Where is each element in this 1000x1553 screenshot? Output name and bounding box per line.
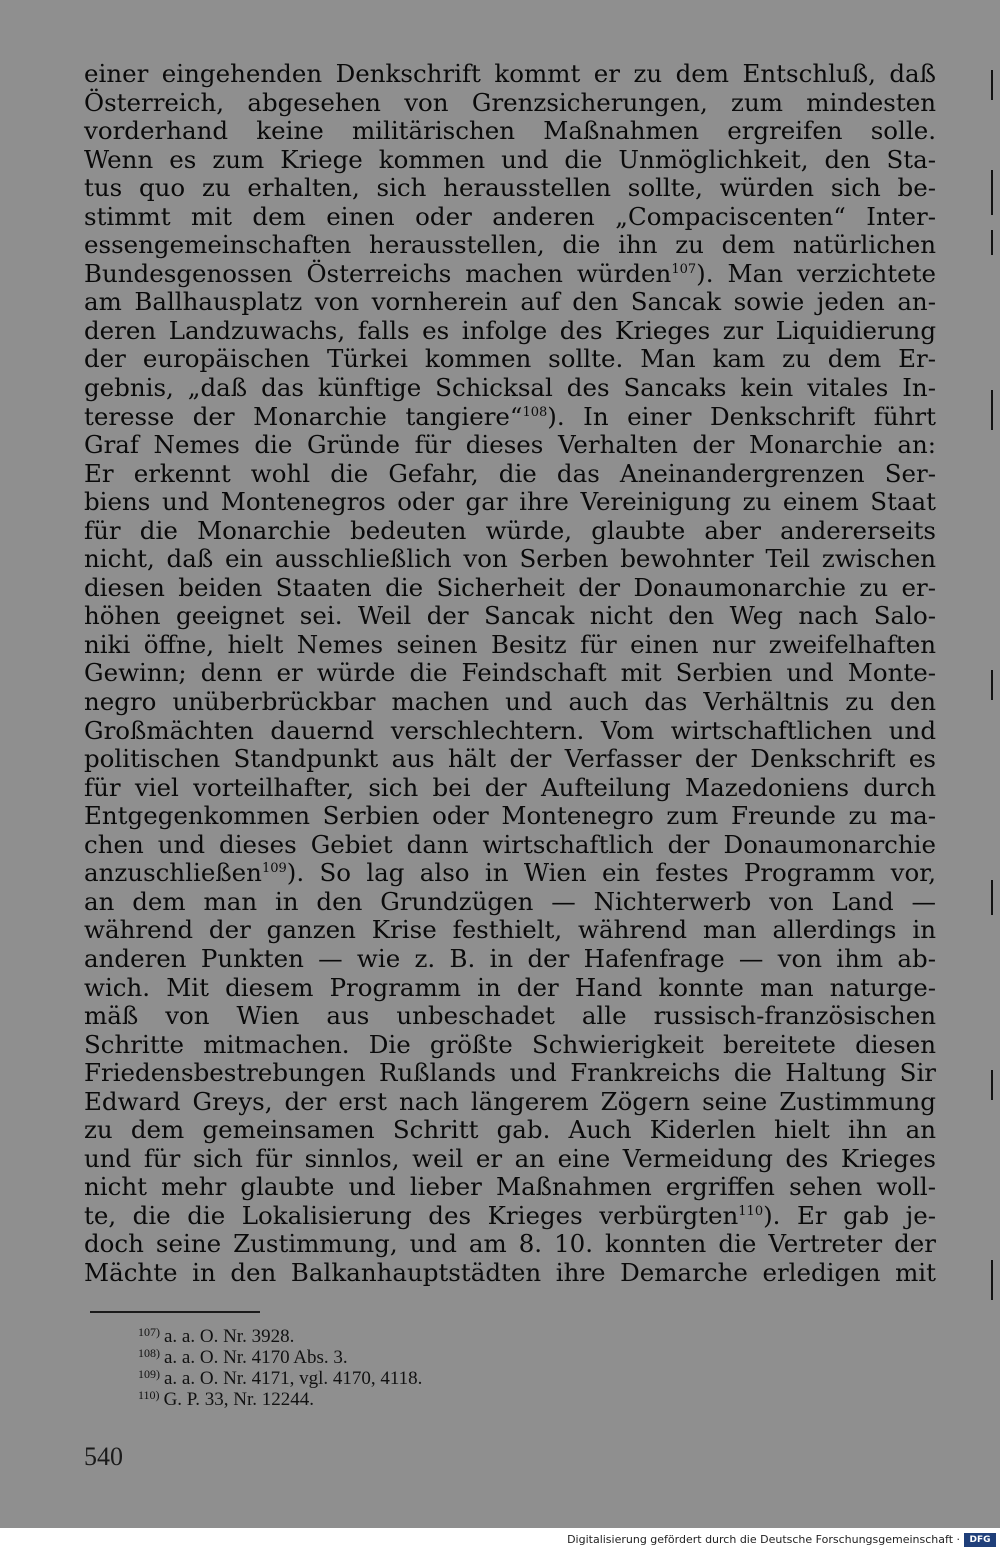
footnote-ref: 109	[261, 861, 287, 877]
text-line	[84, 403, 936, 432]
text-line: doch seine Zustimmung, und am 8. 10. konnten die Vertreter der	[84, 1229, 936, 1259]
text-line	[84, 1202, 936, 1231]
text-segment: ). Er gab je-	[763, 1200, 937, 1230]
footnote-text: a. a. O. Nr. 3928.	[164, 1326, 295, 1347]
footnotes	[138, 1326, 638, 1410]
text-line: chen und dieses Gebiet dann wirtschaftlich der Donaumonarchie	[84, 829, 936, 859]
text-line: deren Landzuwachs, falls es infolge des Krieges zur Liquidierung	[84, 315, 936, 345]
scan-edge-mark	[991, 230, 993, 255]
text-line: einer eingehenden Denkschrift kommt er zu dem Entschluß, daß	[84, 59, 936, 88]
text-line: nicht mehr glaubte und lieber Maßnahmen ergriffen sehen woll-	[84, 1172, 936, 1202]
page-number: 540	[84, 1442, 123, 1471]
text-segment: teresse der Monarchie tangiere“	[84, 401, 523, 431]
text-line: Edward Greys, der erst nach längerem Zögern seine Zustimmung	[84, 1086, 936, 1116]
footnote-number: 110)	[138, 1388, 160, 1402]
text-line: Gewinn; denn er würde die Feindschaft mit Serbien und Monte-	[84, 658, 936, 688]
text-line: Schritte mitmachen. Die größte Schwierigkeit bereitete diesen	[84, 1029, 936, 1059]
scan-edge-mark	[991, 1070, 993, 1100]
text-segment: ). Man verzichtete	[696, 258, 936, 288]
footnote-ref: 107	[671, 261, 697, 277]
text-line: an dem man in den Grundzügen — Nichterwerb von Land —	[84, 886, 936, 916]
footnote	[138, 1347, 638, 1368]
text-line: negro unüberbrückbar machen und auch das Verhältnis zu den	[84, 687, 936, 717]
text-segment: Bundesgenossen Österreichs machen würden	[84, 258, 672, 288]
text-line	[84, 260, 936, 289]
scan-edge-marks	[991, 60, 995, 1330]
footnote	[138, 1326, 638, 1347]
footnote-number: 108)	[138, 1346, 160, 1360]
footnote	[138, 1368, 638, 1389]
scan-edge-mark	[991, 390, 993, 430]
text-line: am Ballhausplatz von vornherein auf den Sancak sowie jeden an-	[84, 287, 936, 317]
text-line	[84, 859, 936, 888]
scan-edge-mark	[991, 670, 993, 700]
scan-edge-mark	[991, 1260, 993, 1300]
text-segment: anzuschließen	[84, 858, 262, 888]
scan-edge-mark	[991, 880, 993, 915]
footnote-ref: 108	[522, 404, 548, 420]
text-line: höhen geeignet sei. Weil der Sancak nicht den Weg nach Salo-	[84, 601, 936, 631]
text-line: gebnis, „daß das künftige Schicksal des Sancaks kein vitales In-	[84, 373, 936, 403]
text-line: für viel vorteilhafter, sich bei der Aufteilung Mazedoniens durch	[84, 772, 936, 802]
text-line: Graf Nemes die Gründe für dieses Verhalten der Monarchie an:	[84, 430, 936, 460]
text-segment: ). So lag also in Wien ein festes Programm vor,	[286, 858, 936, 888]
text-line: Österreich, abgesehen von Grenzsicherungen, zum mindesten	[84, 87, 936, 117]
footnote-text: G. P. 33, Nr. 12244.	[163, 1389, 314, 1410]
text-line: Großmächten dauernd verschlechtern. Vom wirtschaftlichen und	[84, 715, 936, 745]
text-line: Wenn es zum Kriege kommen und die Unmöglichkeit, den Sta-	[84, 144, 936, 174]
text-line: tus quo zu erhalten, sich herausstellen sollte, würden sich be-	[84, 173, 936, 203]
text-line: und für sich für sinnlos, weil er an eine Vermeidung des Krieges	[84, 1143, 936, 1173]
text-line: der europäischen Türkei kommen sollte. Man kam zu dem Er-	[84, 344, 936, 374]
text-line: für die Monarchie bedeuten würde, glaubte aber andererseits	[84, 515, 936, 545]
footnote-text: a. a. O. Nr. 4171, vgl. 4170, 4118.	[164, 1368, 423, 1389]
text-line: Mächte in den Balkanhauptstädten ihre Demarche erledigen mit	[84, 1257, 936, 1287]
text-line: politischen Standpunkt aus hält der Verfasser der Denkschrift es	[84, 744, 936, 774]
footnote-number: 109)	[138, 1367, 160, 1381]
footnote-divider	[90, 1311, 260, 1313]
scan-edge-mark	[991, 170, 993, 215]
text-line: wich. Mit diesem Programm in der Hand konnte man naturge-	[84, 972, 936, 1002]
credit-bar	[0, 1528, 1000, 1553]
body-text	[84, 60, 936, 1288]
text-line: nicht, daß ein ausschließlich von Serben bewohnter Teil zwischen	[84, 544, 936, 574]
text-line: Er erkennt wohl die Gefahr, die das Aneinandergrenzen Ser-	[84, 458, 936, 488]
footnote-number: 107)	[138, 1325, 160, 1339]
text-line: niki öffne, hielt Nemes seinen Besitz für einen nur zweifelhaften	[84, 629, 936, 659]
text-line: mäß von Wien aus unbeschadet alle russisch-französischen	[84, 1001, 936, 1031]
dfg-logo-icon: DFG	[964, 1533, 996, 1547]
scan-edge-mark	[991, 70, 993, 100]
text-line: stimmt mit dem einen oder anderen „Compaciscenten“ Inter-	[84, 201, 936, 231]
text-segment: ). In einer Denkschrift führt	[547, 401, 936, 431]
text-line: Entgegenkommen Serbien oder Montenegro zum Freunde zu ma-	[84, 801, 936, 831]
footnote-ref: 110	[738, 1203, 764, 1219]
text-line: zu dem gemeinsamen Schritt gab. Auch Kiderlen hielt ihn an	[84, 1115, 936, 1145]
text-line: während der ganzen Krise festhielt, während man allerdings in	[84, 915, 936, 945]
credit-text: Digitalisierung gefördert durch die Deutsche Forschungsgemeinschaft ·	[567, 1533, 960, 1546]
text-line: essengemeinschaften herausstellen, die ihn zu dem natürlichen	[84, 230, 936, 260]
text-line: anderen Punkten — wie z. B. in der Hafenfrage — von ihm ab-	[84, 943, 936, 973]
text-line: vorderhand keine militärischen Maßnahmen ergreifen solle.	[84, 116, 936, 146]
text-line: biens und Montenegros oder gar ihre Vereinigung zu einem Staat	[84, 487, 936, 517]
footnote	[138, 1389, 638, 1410]
text-line: Friedensbestrebungen Rußlands und Frankreichs die Haltung Sir	[84, 1058, 936, 1088]
text-segment: te, die die Lokalisierung des Krieges verbürgten	[84, 1200, 739, 1230]
footnote-text: a. a. O. Nr. 4170 Abs. 3.	[164, 1347, 348, 1368]
text-line: diesen beiden Staaten die Sicherheit der Donaumonarchie zu er-	[84, 572, 936, 602]
